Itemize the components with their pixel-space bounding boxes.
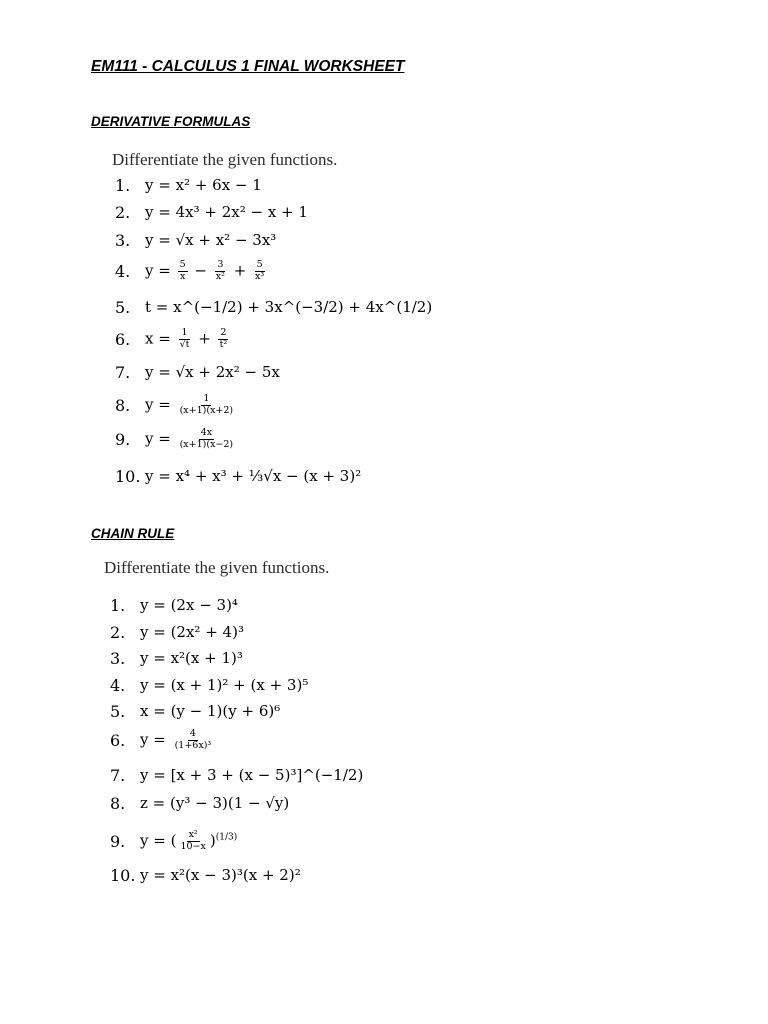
fraction	[178, 394, 236, 417]
fraction	[178, 260, 188, 283]
fraction	[178, 830, 207, 853]
problem-number: 5.	[115, 297, 131, 317]
derivative-problem-5	[115, 294, 432, 320]
problem-expression: y = x²(x − 3)³(x + 2)²	[140, 866, 301, 884]
problem-number: 9.	[110, 831, 126, 851]
derivative-problem-6	[115, 326, 231, 352]
chain-problem-6	[110, 727, 215, 753]
derivative-problem-4	[115, 258, 268, 284]
derivative-heading: DERIVATIVE FORMULAS	[91, 114, 251, 129]
chain-problem-3	[110, 645, 243, 671]
fraction	[178, 328, 192, 351]
problem-expression: y = (2x² + 4)³	[140, 623, 244, 641]
problem-number: 1.	[115, 175, 131, 195]
chain-heading: CHAIN RULE	[91, 526, 175, 541]
problem-number: 3.	[110, 648, 126, 668]
numerator: 4x	[200, 426, 213, 438]
problem-expression: y = √x + 2x² − 5x	[145, 363, 280, 381]
problem-number: 1.	[110, 595, 126, 615]
numerator: 5	[179, 258, 186, 270]
problem-number: 6.	[110, 730, 126, 750]
chain-problem-8	[110, 790, 289, 816]
problem-expression: y = $\frac{5}{x}$ − $\frac{3}{\text{x²}}$ + $\frac{5}{\text{x³}}$	[145, 258, 265, 282]
numerator: 1	[203, 392, 210, 404]
derivative-problem-3	[115, 227, 276, 253]
problem-expression: y = $\frac{4x}{(x+1)(x-2)}$	[145, 426, 234, 450]
problem-expression: y = (2x − 3)⁴	[140, 596, 238, 614]
denominator: (1+6x)³	[174, 739, 212, 751]
problem-expression: x = (y − 1)(y + 6)⁶	[140, 702, 281, 720]
derivative-problem-7	[115, 359, 280, 385]
problem-number: 8.	[110, 793, 126, 813]
problem-expression: y = $\frac{1}{(x+1)(x+2)}$	[145, 392, 234, 416]
problem-expression: y = x²(x + 1)³	[140, 649, 243, 667]
chain-instruction: Differentiate the given functions.	[104, 558, 330, 577]
denominator: 10−x	[180, 840, 206, 852]
chain-problem-10	[110, 862, 301, 888]
derivative-problem-9	[115, 426, 237, 452]
denominator: √t	[179, 338, 190, 350]
derivative-instruction: Differentiate the given functions.	[112, 150, 338, 169]
fraction	[253, 260, 266, 283]
problem-expression: z = (y³ − 3)(1 − √y)	[140, 794, 290, 812]
denominator: (x+1)(x−2)	[179, 438, 234, 450]
numerator: 2	[220, 326, 227, 338]
problem-expression: y = [x + 3 + (x − 5)³]^(−1/2)	[140, 766, 364, 784]
chain-problem-1	[110, 592, 238, 618]
problem-number: 7.	[115, 362, 131, 382]
problem-number: 10.	[110, 865, 136, 885]
problem-number: 7.	[110, 765, 126, 785]
problem-expression: y = $\frac{4}{\text{(1+6x)³}}$	[140, 727, 212, 751]
problem-number: 8.	[115, 395, 131, 415]
chain-problem-9	[110, 828, 237, 854]
numerator: 1	[181, 326, 188, 338]
problem-expression: y = √x + x² − 3x³	[145, 231, 277, 249]
fraction	[218, 328, 230, 351]
derivative-problem-10	[115, 463, 361, 489]
problem-expression: y = ( $\frac{\text{x²}}{10-x}$ )$^{(1/3)}$	[140, 828, 238, 852]
problem-expression: y = x⁴ + x³ + ⅓√x − (x + 3)²	[145, 467, 362, 485]
denominator: t²	[219, 338, 228, 350]
problem-number: 3.	[115, 230, 131, 250]
numerator: 5	[256, 258, 263, 270]
problem-expression: y = (x + 1)² + (x + 3)⁵	[140, 676, 309, 694]
problem-number: 4.	[110, 675, 126, 695]
chain-problem-4	[110, 672, 308, 698]
numerator: x²	[188, 828, 198, 840]
chain-problem-2	[110, 619, 244, 645]
chain-problem-7	[110, 762, 363, 788]
problem-number: 2.	[115, 202, 131, 222]
problem-number: 9.	[115, 429, 131, 449]
fraction	[173, 729, 214, 752]
exponent: (1/3)	[215, 832, 238, 842]
problem-expression: x = $\frac{1}{√t}$ + $\frac{2}{\text{t²}}$	[145, 326, 228, 350]
denominator: x²	[215, 270, 225, 282]
derivative-problem-8	[115, 392, 237, 418]
denominator: x³	[255, 270, 265, 282]
worksheet-title: EM111 - CALCULUS 1 FINAL WORKSHEET	[91, 58, 405, 75]
derivative-problem-1	[115, 172, 262, 198]
problem-number: 10.	[115, 466, 141, 486]
numerator: 4	[189, 727, 196, 739]
numerator: 3	[217, 258, 224, 270]
denominator: x	[179, 270, 186, 282]
denominator: (x+1)(x+2)	[179, 404, 234, 416]
problem-number: 5.	[110, 701, 126, 721]
problem-expression: y = 4x³ + 2x² − x + 1	[145, 203, 308, 221]
fraction	[214, 260, 227, 283]
derivative-problem-2	[115, 199, 308, 225]
problem-number: 6.	[115, 329, 131, 349]
problem-expression: t = x^(−1/2) + 3x^(−3/2) + 4x^(1/2)	[145, 298, 433, 316]
chain-problem-5	[110, 698, 280, 724]
fraction	[178, 428, 236, 451]
problem-number: 2.	[110, 622, 126, 642]
problem-number: 4.	[115, 261, 131, 281]
problem-expression: y = x² + 6x − 1	[145, 176, 262, 194]
